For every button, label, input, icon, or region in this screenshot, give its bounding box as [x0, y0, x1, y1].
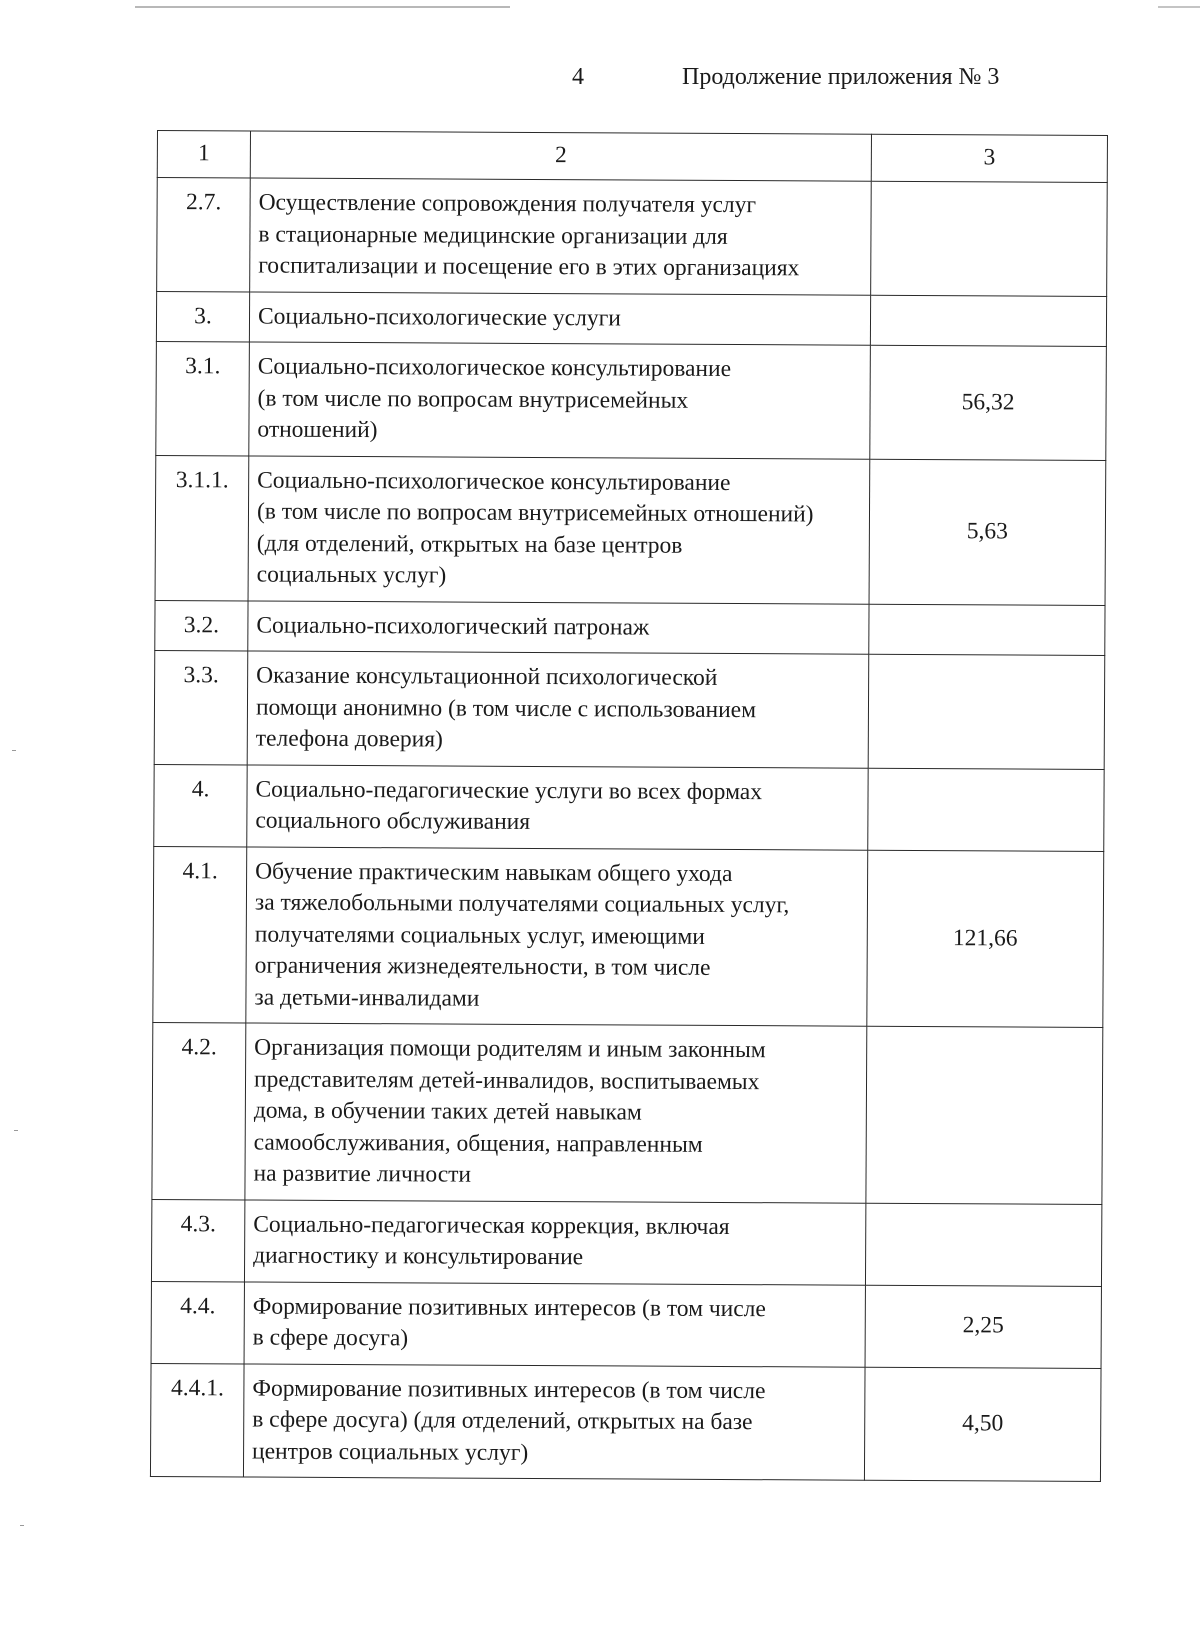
- row-number: 4.3.: [151, 1199, 244, 1281]
- row-number: 4.4.: [151, 1281, 244, 1363]
- table-row: [152, 1022, 1103, 1203]
- service-name: Формирование позитивных интересов (в том числе в сфере досуга): [244, 1281, 865, 1366]
- service-name: Формирование позитивных интересов (в том числе в сфере досуга) (для отделений, открытых на базе центров социальных услуг): [243, 1363, 865, 1480]
- service-name: Организация помощи родителям и иным законным представителям детей-инвалидов, воспитываемых дома, в обучении таких детей навыкам самообслуживания, общения, направленным на развитие личности: [245, 1023, 867, 1203]
- row-number: 4.: [154, 764, 247, 846]
- table-row: [156, 341, 1107, 459]
- service-name: Социально-педагогические услуги во всех формах социального обслуживания: [247, 764, 868, 849]
- table-row: [155, 600, 1105, 655]
- service-value: 2,25: [865, 1285, 1101, 1368]
- table-row: [150, 1363, 1101, 1481]
- service-value: [871, 181, 1108, 296]
- row-number: 3.1.1.: [155, 455, 249, 600]
- table-row: [155, 455, 1106, 605]
- column-header: 3: [871, 134, 1107, 182]
- table-row: [151, 1281, 1101, 1368]
- scan-speck: [14, 1130, 18, 1131]
- scan-edge-line: [135, 6, 510, 8]
- table-row: [154, 650, 1105, 768]
- scan-speck: [12, 750, 16, 751]
- row-number: 3.2.: [155, 600, 248, 651]
- row-number: 4.4.1.: [150, 1363, 244, 1477]
- service-value: 56,32: [870, 345, 1107, 460]
- row-number: 2.7.: [157, 178, 251, 292]
- service-value: [868, 654, 1105, 769]
- service-value: [865, 1203, 1101, 1286]
- table-row: [154, 764, 1104, 851]
- service-name: Социально-психологический патронаж: [248, 600, 869, 654]
- table-row: [153, 846, 1104, 1027]
- service-name: Социально-психологические услуги: [249, 291, 870, 345]
- service-value: 5,63: [869, 459, 1106, 605]
- scan-edge-line: [1158, 6, 1200, 8]
- row-number: 3.: [156, 291, 249, 342]
- service-name: Социально-психологическое консультирование (в том числе по вопросам внутрисемейных отношений) (для отделений, открытых на базе центров социальных услуг): [248, 455, 870, 603]
- service-name: Обучение практическим навыкам общего ухода за тяжелобольными получателями социальных услуг, получателями социальных услуг, имеющими ограничения жизнедеятельности, в том числе за детьми-инвалидами: [246, 846, 868, 1026]
- service-value: [868, 768, 1104, 851]
- service-name: Социально-психологическое консультирование (в том числе по вопросам внутрисемейных отношений): [249, 342, 871, 459]
- column-header: 2: [250, 131, 871, 181]
- table-row: [157, 178, 1108, 296]
- row-number: 4.1.: [153, 846, 247, 1023]
- table-row: [151, 1199, 1101, 1286]
- service-value: 4,50: [864, 1367, 1101, 1482]
- service-name: Оказание консультационной психологической помощи анонимно (в том числе с использованием телефона доверия): [247, 651, 869, 768]
- table-header-row: [157, 131, 1107, 183]
- row-number: 3.1.: [156, 341, 250, 455]
- column-header: 1: [157, 131, 250, 178]
- table-row: [156, 291, 1106, 346]
- appendix-continuation-label: Продолжение приложения № 3: [682, 64, 1000, 90]
- service-value: 121,66: [867, 850, 1104, 1028]
- services-table: [150, 130, 1108, 1482]
- page-number: 4: [572, 64, 584, 90]
- service-value: [866, 1026, 1103, 1204]
- row-number: 4.2.: [152, 1022, 246, 1199]
- service-name: Осуществление сопровождения получателя услуг в стационарные медицинские организации для госпитализации и посещение его в этих организациях: [250, 178, 872, 295]
- row-number: 3.3.: [154, 650, 248, 764]
- scan-speck: [20, 1525, 24, 1526]
- service-value: [870, 295, 1106, 347]
- service-name: Социально-педагогическая коррекция, включая диагностику и консультирование: [244, 1199, 865, 1284]
- service-value: [869, 604, 1105, 656]
